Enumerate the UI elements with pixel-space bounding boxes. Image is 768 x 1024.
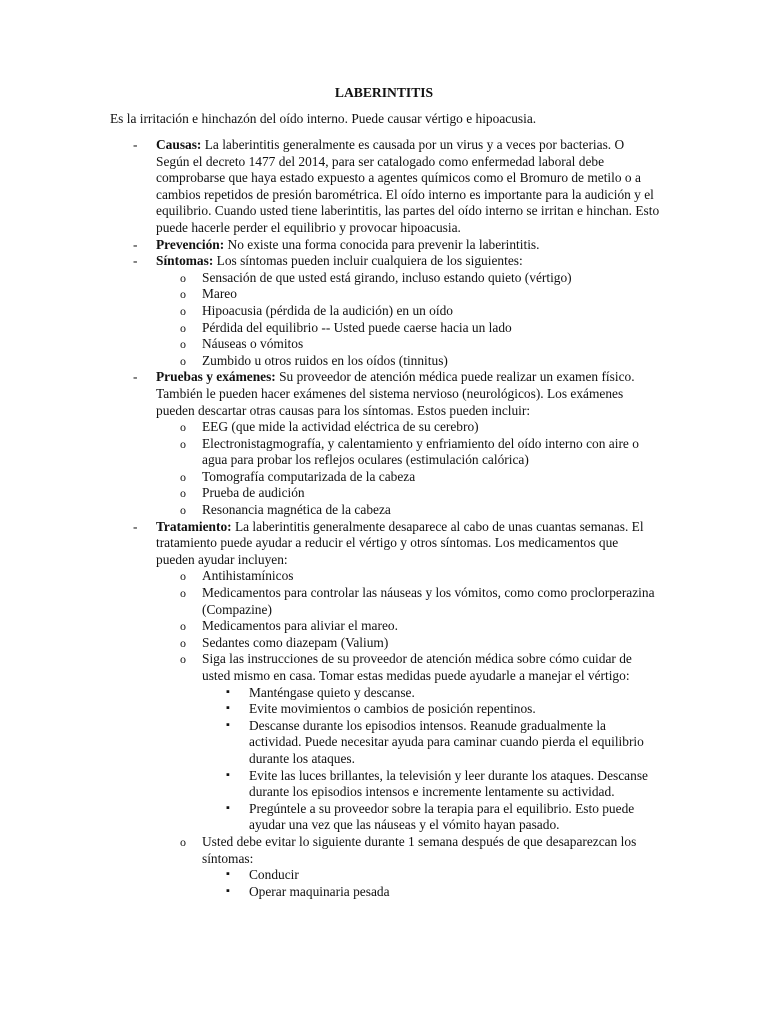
list-item: o Hipoacusia (pérdida de la audición) en un oído (180, 302, 453, 318)
tests-list (156, 419, 660, 519)
list-item: o Mareo (180, 286, 237, 302)
circle-bullet: o (180, 337, 186, 352)
list-item: ▪ Pregúntele a su proveedor sobre la terapia para el equilibrio. Esto puede ayudar una vez que las náuseas y el vómito hayan pasado. (226, 800, 635, 833)
square-bullet: ▪ (226, 868, 230, 881)
section-heading: Pruebas y exámenes: (156, 369, 276, 385)
list-item: o Resonancia magnética de la cabeza (180, 502, 391, 518)
section-causas (0, 137, 660, 237)
circle-bullet: o (180, 503, 186, 518)
square-bullet: ▪ (226, 884, 230, 897)
list-item: o Medicamentos para controlar las náuseas y los vómitos, como como proclorperazina (Compazine) (180, 585, 655, 617)
section-text: La laberintitis generalmente es causada por un virus y a veces por bacterias. O Según el decreto 1477 del 2014, para ser catalogado como enfermedad laboral debe comprobarse que haya estado expuesto a agentes químicos como el Bromuro de metilo o a cambios repetidos de presión barométrica. El oído interno es importante para la audición y el equilibrio. Cuando usted tiene laberintitis, las partes del oído interno se irritan e hinchan. Esto puede hacerle perder el equilibrio y provocar hipoacusia. (156, 137, 660, 235)
list-item: ▪ Conducir (226, 867, 299, 883)
list-item: o Tomografía computarizada de la cabeza (180, 468, 416, 484)
circle-bullet: o (180, 353, 186, 368)
circle-bullet: o (180, 619, 186, 634)
dash-bullet: - (133, 137, 138, 152)
circle-bullet: o (180, 436, 186, 451)
intro-paragraph: Es la irritación e hinchazón del oído interno. Puede causar vértigo e hipoacusia. (110, 111, 537, 126)
section-text: Los síntomas pueden incluir cualquiera de los siguientes: (213, 253, 523, 269)
list-item: o Zumbido u otros ruidos en los oídos (tinnitus) (180, 352, 448, 368)
section-sintomas (0, 253, 660, 369)
list-item: ▪ Operar maquinaria pesada (226, 883, 390, 899)
dash-bullet: - (133, 236, 138, 252)
section-text: Su proveedor de atención médica puede realizar un examen físico. También le pueden hacer exámenes del sistema nervioso (neurológicos). Los exámenes pueden descartar otras causas para los síntomas. Estos pueden incluir: (156, 369, 635, 418)
section-list (0, 137, 768, 900)
section-heading: Tratamiento: (156, 518, 232, 534)
square-bullet: ▪ (226, 718, 230, 731)
section-text: No existe una forma conocida para prevenir la laberintitis. (224, 236, 540, 252)
section-heading: Causas: (156, 137, 202, 152)
circle-bullet: o (180, 320, 186, 335)
list-item: o Sedantes como diazepam (Valium) (180, 634, 389, 650)
section-prevencion (0, 237, 660, 254)
section-tratamiento (0, 519, 660, 901)
square-bullet: ▪ (226, 702, 230, 715)
avoid-list (202, 867, 660, 900)
list-item: o Electronistagmografía, y calentamiento y enfriamiento del oído interno con aire o agua para probar los reflejos oculares (estimulación calórica) (180, 435, 639, 468)
square-bullet: ▪ (226, 801, 230, 814)
section-heading: Síntomas: (156, 253, 214, 269)
circle-bullet: o (180, 635, 186, 650)
list-item: o Náuseas o vómitos (180, 336, 304, 352)
circle-bullet: o (180, 303, 186, 318)
dash-bullet: - (133, 253, 138, 269)
list-item: ▪ Evite movimientos o cambios de posición repentinos. (226, 701, 536, 717)
circle-bullet: o (180, 652, 186, 667)
section-text: La laberintitis generalmente desaparece al cabo de unas cuantas semanas. El tratamiento puede ayudar a reducir el vértigo y otros síntomas. Los medicamentos que pueden ayudar incluyen: (156, 518, 644, 567)
circle-bullet: o (180, 420, 186, 435)
list-item: ▪ Descanse durante los episodios intensos. Reanude gradualmente la actividad. Puede necesitar ayuda para caminar cuando pierda el equilibrio durante los ataques. (226, 717, 644, 766)
list-item: o Pérdida del equilibrio -- Usted puede caerse hacia un lado (180, 319, 512, 335)
list-item: o EEG (que mide la actividad eléctrica de su cerebro) (180, 419, 479, 435)
circle-bullet: o (180, 586, 186, 601)
list-item: o Prueba de audición (180, 485, 305, 501)
symptom-list (156, 270, 660, 370)
list-item: ▪ Evite las luces brillantes, la televisión y leer durante los ataques. Descanse durante los episodios intensos e incremente lentamente su actividad. (226, 767, 648, 800)
list-item: o Siga las instrucciones de su proveedor de atención médica sobre cómo cuidar de usted mismo en casa. Tomar estas medidas puede ayudarle a manejar el vértigo: ▪ Manténgase quieto y descanse. ▪ Evite movimientos o cambios de posición repentinos. ▪ Descanse durante los episodios intensos. Reanude gradualmente la actividad. Puede necesitar ayuda para caminar cuando pierda el equilibrio durante los ataques. ▪ Evite las luces brillantes, la televisión y leer durante los ataques. Descanse durante los episodios intensos e incremente lentamente su actividad. ▪ Pregúntele a su proveedor sobre la terapia para el equilibrio. Esto puede ayudar una vez que las náuseas y el vómito hayan pasado. (156, 651, 660, 834)
list-item: o Usted debe evitar lo siguiente durante 1 semana después de que desaparezcan los síntomas: ▪ Conducir ▪ Operar maquinaria pesada (156, 834, 660, 900)
treatment-list (156, 568, 660, 900)
document-title: LABERINTITIS (334, 85, 434, 100)
list-item: o Medicamentos para aliviar el mareo. (180, 618, 398, 634)
list-item: o Sensación de que usted está girando, incluso estando quieto (vértigo) (180, 269, 572, 285)
square-bullet: ▪ (226, 685, 230, 698)
home-care-list (202, 685, 660, 834)
section-heading: Prevención: (156, 236, 225, 252)
circle-bullet: o (180, 569, 186, 584)
circle-bullet: o (180, 287, 186, 302)
circle-bullet: o (180, 834, 186, 849)
circle-bullet: o (180, 270, 186, 285)
square-bullet: ▪ (226, 768, 230, 781)
circle-bullet: o (180, 486, 186, 501)
circle-bullet: o (180, 469, 186, 484)
section-pruebas (0, 369, 660, 518)
list-item: ▪ Manténgase quieto y descanse. (226, 684, 415, 700)
list-item: o Antihistamínicos (180, 568, 294, 584)
dash-bullet: - (133, 369, 138, 385)
dash-bullet: - (133, 518, 138, 534)
